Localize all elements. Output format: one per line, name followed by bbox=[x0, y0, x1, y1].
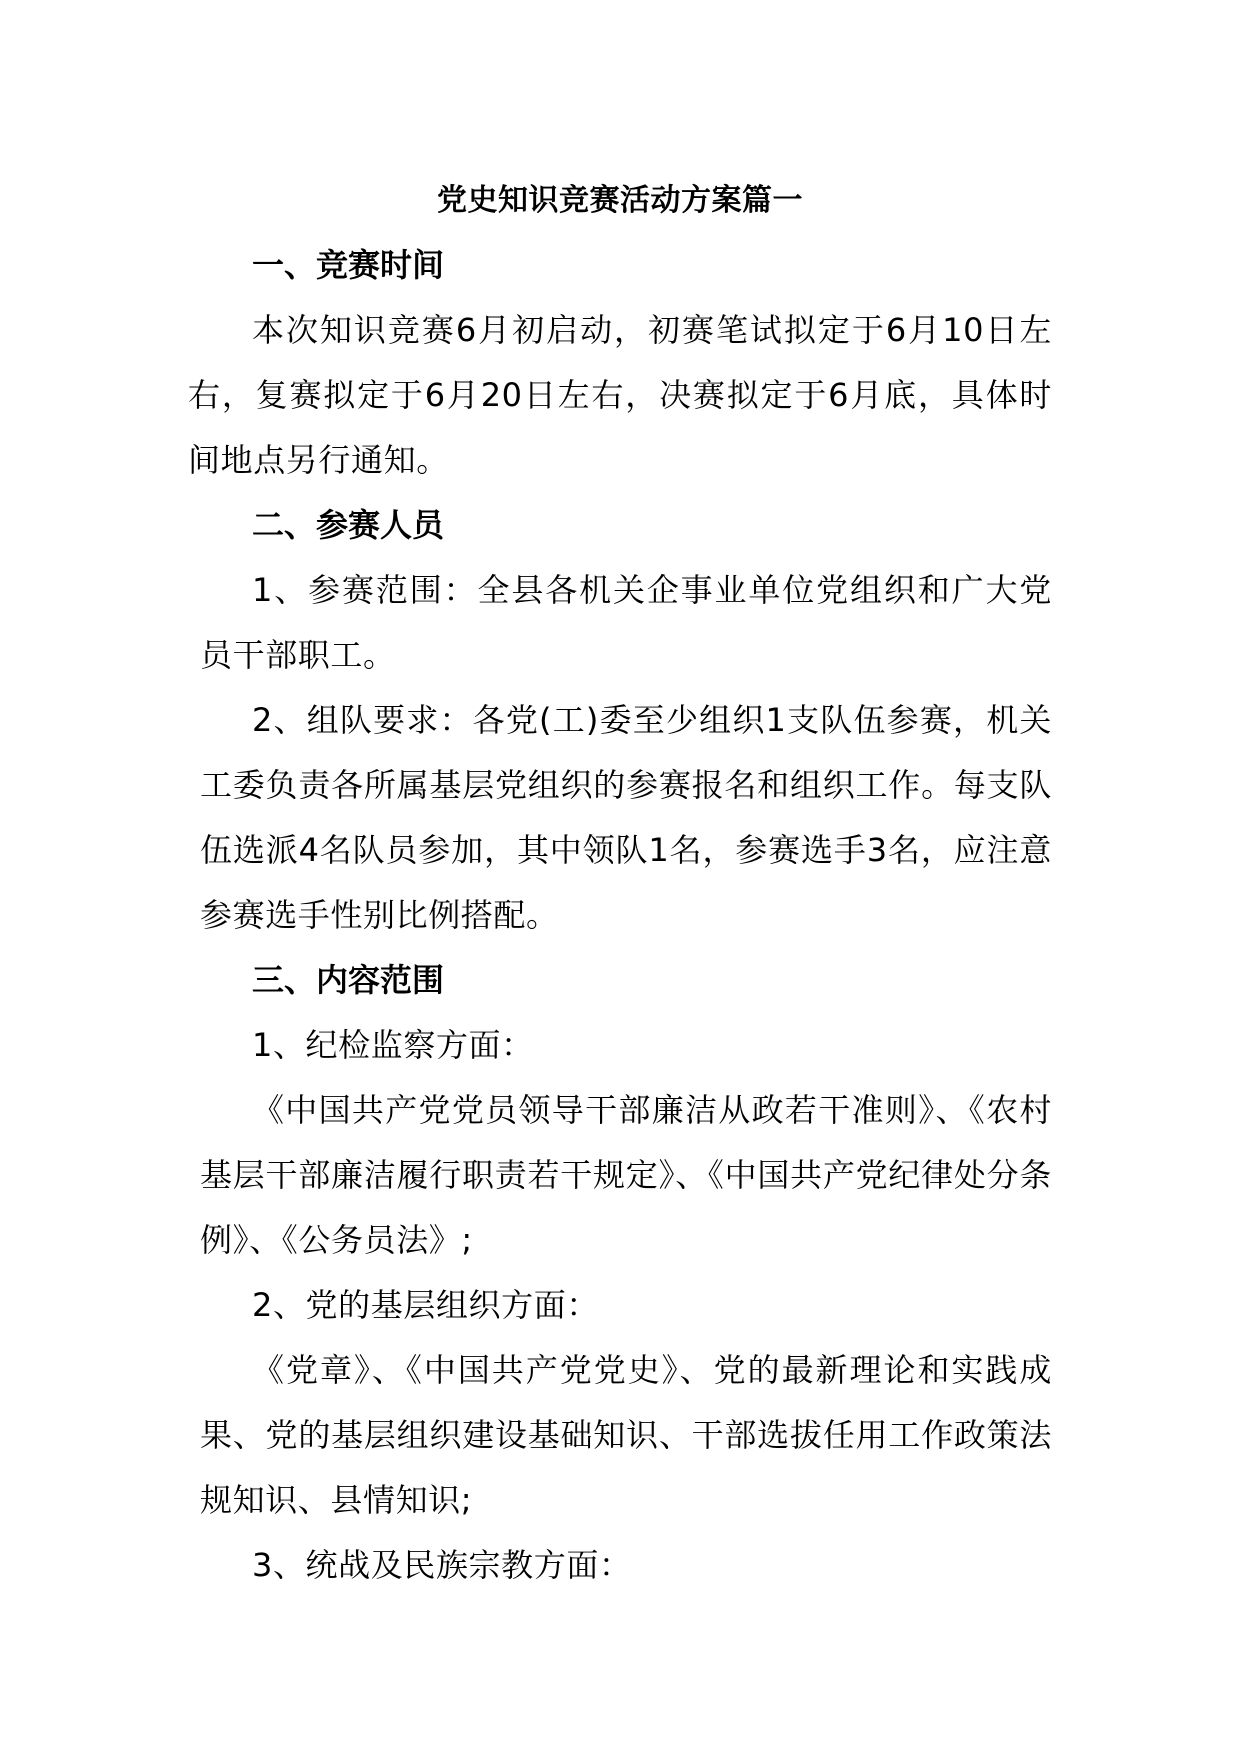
paragraph-team-requirements: 2、组队要求：各党(工)委至少组织1支队伍参赛，机关工委负责各所属基层党组织的参赛报名和组织工作。每支队伍选派4名队员参加，其中领队1名，参赛选手3名，应注意参赛选手性别比例搭配。 bbox=[200, 701, 1052, 934]
paragraph-party-org-heading: 2、党的基层组织方面： bbox=[252, 1286, 599, 1324]
document-body bbox=[188, 168, 1052, 1598]
section-heading-time: 一、竞赛时间 bbox=[252, 246, 445, 284]
paragraph-scope: 1、参赛范围：全县各机关企事业单位党组织和广大党员干部职工。 bbox=[200, 571, 1052, 674]
section-heading-participants: 二、参赛人员 bbox=[252, 506, 445, 544]
paragraph-party-org-docs: 《党章》、《中国共产党党史》、党的最新理论和实践成果、党的基层组织建设基础知识、干部选拔任用工作政策法规知识、县情知识; bbox=[200, 1351, 1052, 1519]
paragraph-discipline-docs: 《中国共产党党员领导干部廉洁从政若干准则》、《农村基层干部廉洁履行职责若干规定》、《中国共产党纪律处分条例》、《公务员法》; bbox=[200, 1091, 1052, 1259]
paragraph-time: 本次知识竞赛6月初启动，初赛笔试拟定于6月10日左右，复赛拟定于6月20日左右，决赛拟定于6月底，具体时间地点另行通知。 bbox=[188, 311, 1052, 479]
section-heading-content-scope: 三、内容范围 bbox=[252, 961, 445, 999]
document-title: 党史知识竞赛活动方案篇一 bbox=[437, 183, 803, 218]
paragraph-discipline-heading: 1、纪检监察方面： bbox=[252, 1026, 534, 1064]
paragraph-united-front-heading: 3、统战及民族宗教方面： bbox=[252, 1546, 632, 1584]
